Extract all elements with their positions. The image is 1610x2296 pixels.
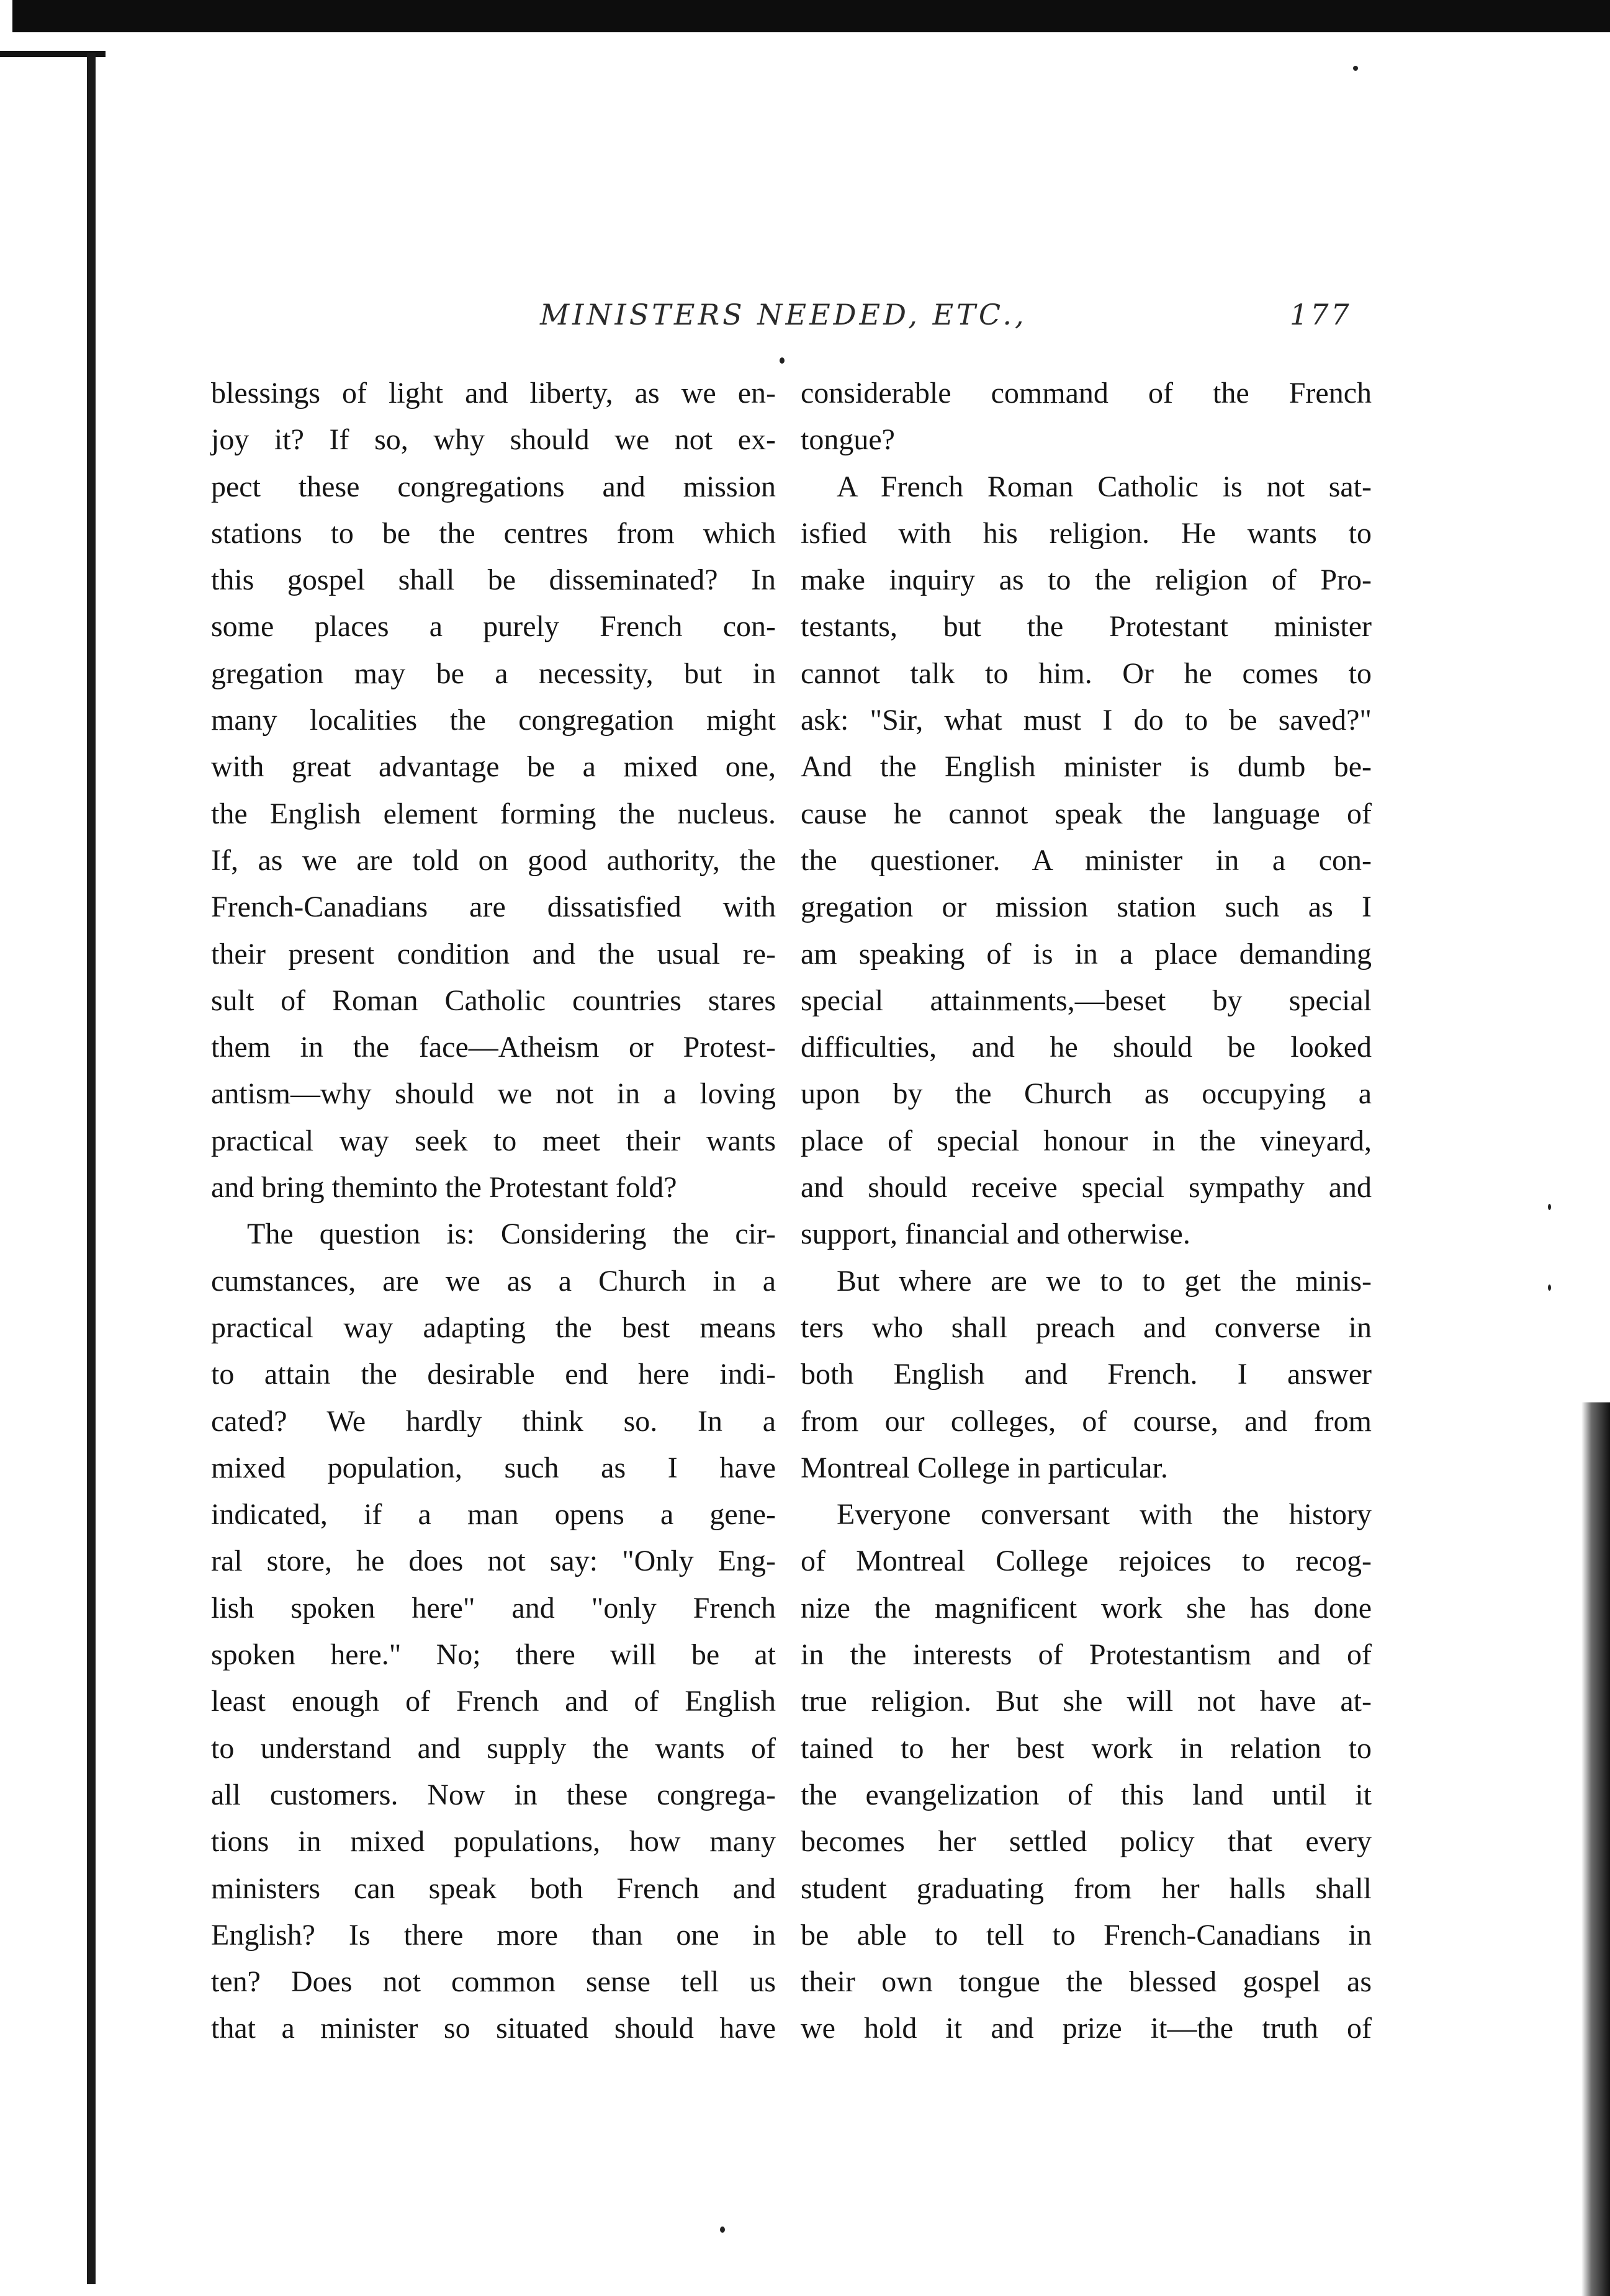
text-line: support, financial and otherwise. (801, 1218, 1190, 1251)
text-line: special attainments,—beset by special (801, 984, 1372, 1017)
scan-speck (780, 357, 785, 364)
scan-speck (1353, 66, 1358, 71)
text-line: blessings of light and liberty, as we en- (211, 377, 776, 410)
text-line: many localities the congregation might (211, 704, 776, 737)
text-line: make inquiry as to the religion of Pro- (801, 563, 1372, 597)
text-line: sult of Roman Catholic countries stares (211, 984, 776, 1017)
text-line: their own tongue the blessed gospel as (801, 1965, 1372, 1999)
text-line: Everyone conversant with the history (837, 1498, 1372, 1531)
right-column (801, 370, 1372, 2052)
text-line: practical way adapting the best means (211, 1311, 776, 1344)
text-line: ters who shall preach and converse in (801, 1311, 1372, 1344)
text-line: place of special honour in the vineyard, (801, 1124, 1372, 1157)
scan-right-edge-shadow (1581, 1402, 1610, 2296)
text-line: am speaking of is in a place demanding (801, 937, 1372, 971)
text-line: with great advantage be a mixed one, (211, 750, 776, 784)
text-line: But where are we to to get the minis- (837, 1264, 1372, 1298)
text-line: If, as we are told on good authority, the (211, 843, 776, 877)
text-line: nize the magnificent work she has done (801, 1591, 1372, 1625)
text-line: mixed population, such as I have (211, 1451, 776, 1484)
text-line: isfied with his religion. He wants to (801, 516, 1372, 550)
text-line: upon by the Church as occupying a (801, 1077, 1372, 1111)
text-line: The question is: Considering the cir- (247, 1218, 776, 1251)
text-line: be able to tell to French-Canadians in (801, 1918, 1372, 1952)
text-line: spoken here." No; there will be at (211, 1638, 776, 1672)
text-line: stations to be the centres from which (211, 516, 776, 550)
text-line: lish spoken here" and "only French (211, 1591, 776, 1625)
text-line: joy it? If so, why should we not ex- (211, 423, 776, 457)
text-line: considerable command of the French (801, 377, 1372, 410)
text-line: ministers can speak both French and (211, 1872, 776, 1905)
text-line: becomes her settled policy that every (801, 1825, 1372, 1859)
text-line: both English and French. I answer (801, 1358, 1372, 1391)
text-line: cumstances, are we as a Church in a (211, 1264, 776, 1298)
text-line: and should receive special sympathy and (801, 1171, 1372, 1204)
text-line: And the English minister is dumb be- (801, 750, 1372, 784)
text-line: from our colleges, of course, and from (801, 1404, 1372, 1438)
text-line: indicated, if a man opens a gene- (211, 1498, 776, 1531)
text-line: we hold it and prize it—the truth of (801, 2012, 1372, 2045)
scan-speck (1548, 1204, 1551, 1210)
text-line: them in the face—Atheism or Protest- (211, 1031, 776, 1064)
text-line: pect these congregations and mission (211, 470, 776, 503)
text-line: to understand and supply the wants of (211, 1731, 776, 1765)
text-line: least enough of French and of English (211, 1685, 776, 1718)
text-line: cause he cannot speak the language of (801, 797, 1372, 830)
running-head: MINISTERS NEEDED, ETC., (540, 298, 1027, 331)
text-line: this gospel shall be disseminated? In (211, 563, 776, 597)
text-line: true religion. But she will not have at- (801, 1685, 1372, 1718)
text-line: tions in mixed populations, how many (211, 1825, 776, 1859)
scan-speck (720, 2226, 725, 2233)
text-line: cannot talk to him. Or he comes to (801, 657, 1372, 690)
text-line: practical way seek to meet their wants (211, 1124, 776, 1157)
text-line: gregation or mission station such as I (801, 890, 1372, 924)
text-line: A French Roman Catholic is not sat- (837, 470, 1372, 503)
text-line: some places a purely French con- (211, 610, 776, 644)
text-line: gregation may be a necessity, but in (211, 657, 776, 690)
text-line: the English element forming the nucleus. (211, 797, 776, 830)
text-line: antism—why should we not in a loving (211, 1077, 776, 1111)
text-line: French-Canadians are dissatisfied with (211, 890, 776, 924)
text-line: ask: "Sir, what must I do to be saved?" (801, 704, 1372, 737)
text-line: Montreal College in particular. (801, 1451, 1168, 1484)
text-line: to attain the desirable end here indi- (211, 1358, 776, 1391)
text-line: and bring theminto the Protestant fold? (211, 1171, 677, 1204)
page-number: 177 (1290, 298, 1352, 331)
left-column (211, 370, 776, 2052)
scan-speck (1548, 1285, 1551, 1291)
text-line: in the interests of Protestantism and of (801, 1638, 1372, 1672)
text-line: of Montreal College rejoices to recog- (801, 1545, 1372, 1578)
text-line: all customers. Now in these congrega- (211, 1778, 776, 1811)
scan-left-border (87, 53, 96, 2284)
text-line: tongue? (801, 423, 895, 457)
text-line: ral store, he does not say: "Only Eng- (211, 1545, 776, 1578)
text-line: cated? We hardly think so. In a (211, 1404, 776, 1438)
text-line: student graduating from her halls shall (801, 1872, 1372, 1905)
text-line: tained to her best work in relation to (801, 1731, 1372, 1765)
text-line: the evangelization of this land until it (801, 1778, 1372, 1811)
text-line: ten? Does not common sense tell us (211, 1965, 776, 1999)
text-line: that a minister so situated should have (211, 2012, 776, 2045)
text-line: their present condition and the usual re- (211, 937, 776, 971)
scan-top-bar (12, 0, 1610, 32)
text-line: difficulties, and he should be looked (801, 1031, 1372, 1064)
text-line: the questioner. A minister in a con- (801, 843, 1372, 877)
text-line: testants, but the Protestant minister (801, 610, 1372, 644)
text-line: English? Is there more than one in (211, 1918, 776, 1952)
